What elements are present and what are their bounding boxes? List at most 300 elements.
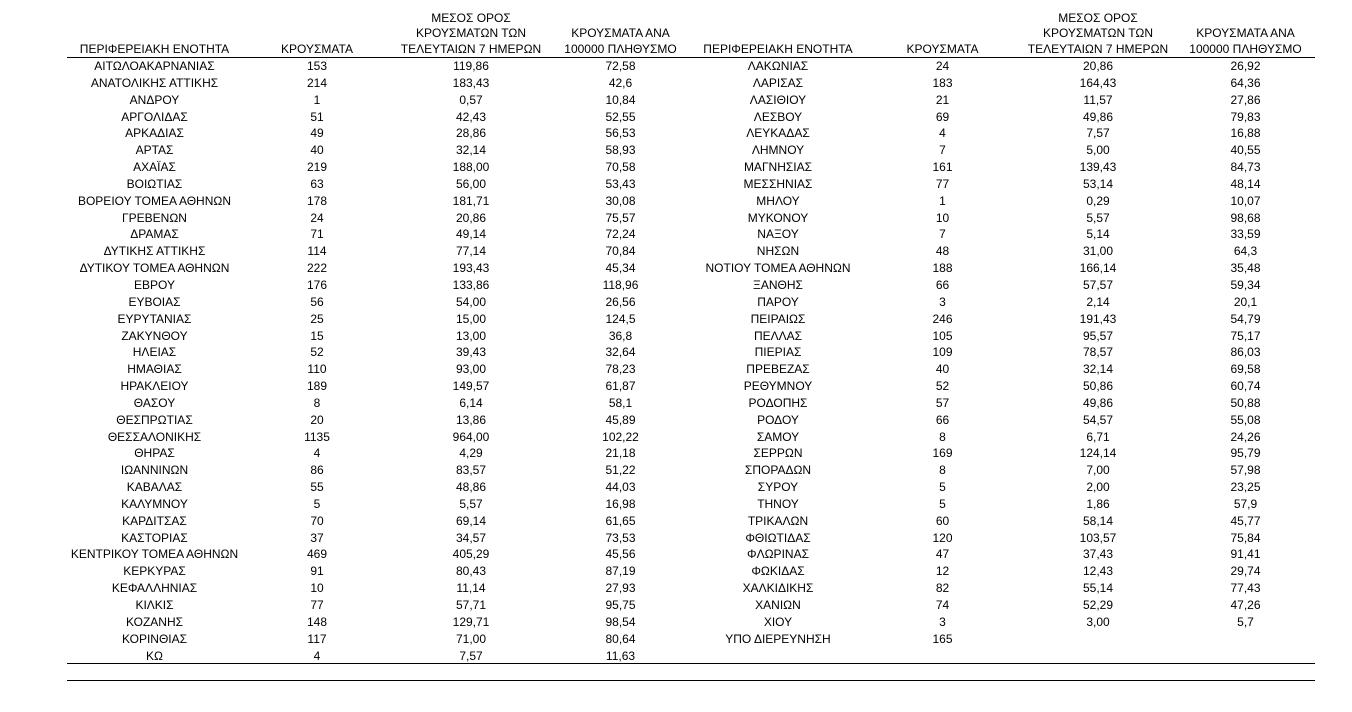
cell-avg7: 54,00 — [455, 294, 487, 309]
cell-cases: 7 — [939, 227, 946, 242]
cell-avg7: 11,57 — [1083, 92, 1113, 107]
cell-avg7: 3,00 — [1086, 614, 1110, 629]
table-row — [67, 344, 691, 361]
cell-cases: 8 — [939, 463, 946, 478]
cell-region: ΠΡΕΒΕΖΑΣ — [746, 362, 810, 377]
cell-per100k: 23,25 — [1230, 480, 1261, 495]
table-row — [67, 142, 691, 159]
table-row — [67, 294, 691, 311]
cell-region: ΛΑΚΩΝΙΑΣ — [747, 59, 809, 73]
cell-avg7: 149,57 — [452, 379, 490, 394]
cell-per100k: 98,68 — [1230, 210, 1261, 225]
table-row — [691, 479, 1315, 496]
cell-avg7: 7,00 — [1086, 463, 1110, 478]
cell-region: ΗΡΑΚΛΕΙΟΥ — [120, 379, 189, 394]
cell-avg7: 13,86 — [455, 412, 487, 427]
cell-per100k: 73,53 — [605, 530, 636, 545]
cell-cases: 56 — [310, 294, 324, 309]
cell-region: ΛΑΡΙΣΑΣ — [752, 75, 804, 90]
table-row — [691, 311, 1315, 328]
table-row — [67, 75, 691, 92]
cell-per100k: 64,36 — [1230, 75, 1261, 90]
cell-cases: 148 — [306, 614, 328, 629]
cell-per100k: 44,03 — [605, 480, 636, 495]
cell-region: ΚΟΡΙΝΘΙΑΣ — [121, 631, 188, 646]
cell-cases: 40 — [310, 143, 324, 158]
cell-region: ΑΧΑΪΑΣ — [133, 160, 176, 175]
cell-per100k: 16,98 — [605, 496, 636, 511]
cell-per100k: 75,84 — [1230, 530, 1261, 545]
table-row — [67, 563, 691, 580]
left-table-body — [67, 58, 691, 664]
cell-avg7: 191,43 — [1079, 311, 1117, 326]
cell-per100k: 26,56 — [605, 294, 636, 309]
cell-avg7: 31,00 — [1082, 244, 1114, 259]
cell-region: ΣΥΡΟΥ — [757, 480, 799, 495]
table-row — [691, 260, 1315, 277]
cell-avg7: 50,86 — [1082, 379, 1114, 394]
table-row — [691, 58, 1315, 75]
cell-region: ΣΑΜΟΥ — [756, 429, 800, 444]
cell-region: ΠΕΙΡΑΙΩΣ — [750, 311, 806, 326]
cell-avg7: 48,86 — [455, 480, 487, 495]
cell-region: ΜΗΛΟΥ — [756, 193, 800, 208]
cell-region: ΣΕΡΡΩΝ — [753, 446, 803, 461]
table-row — [67, 277, 691, 294]
cell-avg7: 57,71 — [455, 598, 487, 612]
cell-avg7: 83,57 — [455, 463, 487, 478]
table-row — [691, 277, 1315, 294]
cell-cases: 114 — [307, 244, 327, 259]
header-per100k: ΚΡΟΥΣΜΑΤΑ ΑΝΑ 100000 ΠΛΗΘΥΣΜΟ — [1189, 26, 1302, 56]
table-row — [67, 193, 691, 210]
table-row — [67, 125, 691, 142]
table-row — [691, 631, 1315, 648]
cell-per100k: 58,1 — [608, 395, 633, 410]
cell-cases: 153 — [306, 59, 328, 73]
header-per100k: ΚΡΟΥΣΜΑΤΑ ΑΝΑ 100000 ΠΛΗΘΥΣΜΟ — [564, 26, 677, 56]
cell-region: ΚΑΛΥΜΝΟΥ — [121, 496, 188, 511]
cell-region: ΔΥΤΙΚΗΣ ΑΤΤΙΚΗΣ — [103, 244, 206, 259]
cell-region: ΖΑΚΥΝΘΟΥ — [121, 328, 188, 343]
cell-per100k: 40,55 — [1230, 143, 1261, 158]
table-row — [67, 580, 691, 597]
cell-cases: 52 — [935, 379, 950, 394]
cell-region: ΑΙΤΩΛΟΑΚΑΡΝΑΝΙΑΣ — [94, 59, 215, 73]
cell-avg7: 58,14 — [1082, 513, 1114, 528]
cell-region: ΙΩΑΝΝΙΝΩΝ — [120, 463, 189, 478]
cell-region: ΚΟΖΑΝΗΣ — [125, 614, 184, 629]
table-row — [67, 378, 691, 395]
cell-per100k: 64,3 — [1233, 244, 1258, 259]
cell-per100k: 60,74 — [1230, 379, 1261, 394]
cell-region: ΚΙΛΚΙΣ — [135, 598, 174, 612]
cell-per100k: 87,19 — [605, 564, 636, 579]
header-avg7: ΜΕΣΟΣ ΟΡΟΣ ΚΡΟΥΣΜΑΤΩΝ ΤΩΝ ΤΕΛΕΥΤΑΙΩΝ 7 ΗΜΕΡΩΝ — [1027, 10, 1169, 56]
table-row — [67, 210, 691, 227]
cell-per100k: 80,64 — [605, 631, 636, 646]
cell-cases: 24 — [935, 59, 950, 73]
cell-per100k: 58,93 — [605, 143, 636, 158]
right-table-body — [691, 58, 1315, 648]
cell-per100k: 78,23 — [605, 362, 636, 377]
table-row — [691, 210, 1315, 227]
cell-avg7: 49,86 — [1082, 109, 1114, 124]
cell-per100k: 79,83 — [1230, 109, 1261, 124]
cell-cases: 49 — [310, 126, 324, 141]
cell-avg7: 78,57 — [1082, 345, 1114, 360]
table-end-rule — [67, 680, 1315, 681]
cell-region: ΥΠΟ ΔΙΕΡΕΥΝΗΣΗ — [725, 631, 831, 646]
cell-avg7: 49,86 — [1082, 395, 1114, 410]
cell-cases: 91 — [310, 564, 324, 579]
header-cases: ΚΡΟΥΣΜΑΤΑ — [906, 41, 979, 56]
cell-per100k: 26,92 — [1230, 59, 1261, 73]
cell-region: ΡΟΔΟΠΗΣ — [748, 395, 808, 410]
cell-avg7: 56,00 — [455, 176, 487, 191]
cell-cases: 5 — [939, 496, 946, 511]
cell-avg7: 129,71 — [452, 614, 490, 629]
cell-cases: 52 — [310, 345, 324, 360]
cell-avg7: 103,57 — [1079, 530, 1117, 545]
cell-per100k: 24,26 — [1230, 429, 1261, 444]
cell-avg7: 124,14 — [1079, 446, 1117, 461]
cell-cases: 4 — [939, 126, 946, 141]
table-row — [67, 395, 691, 412]
cell-cases: 15 — [310, 328, 324, 343]
right-header-row — [691, 8, 1315, 57]
cell-avg7: 133,86 — [452, 277, 490, 292]
table-row — [67, 226, 691, 243]
cell-per100k: 45,56 — [605, 547, 636, 562]
table-row — [691, 597, 1315, 614]
table-row — [67, 429, 691, 446]
header-cases: ΚΡΟΥΣΜΑΤΑ — [281, 41, 353, 56]
cell-cases: 4 — [313, 446, 321, 461]
cell-cases: 66 — [935, 412, 950, 427]
cell-cases: 51 — [310, 109, 324, 124]
cell-region: ΚΕΦΑΛΛΗΝΙΑΣ — [111, 581, 198, 596]
table-row — [691, 226, 1315, 243]
cell-avg7: 93,00 — [455, 362, 487, 377]
cell-per100k — [1176, 631, 1315, 648]
cell-per100k: 91,41 — [1230, 547, 1261, 562]
cell-region: ΧΑΝΙΩΝ — [755, 598, 801, 612]
cell-region: ΚΕΝΤΡΙΚΟΥ ΤΟΜΕΑ ΑΘΗΝΩΝ — [70, 547, 239, 562]
cell-region: ΕΥΒΟΙΑΣ — [128, 294, 181, 309]
table-row — [691, 513, 1315, 530]
cell-per100k: 56,53 — [605, 126, 636, 141]
cell-region: ΚΕΡΚΥΡΑΣ — [123, 564, 186, 579]
cell-cases: 86 — [310, 463, 324, 478]
cell-cases: 1135 — [304, 429, 330, 444]
left-half-table — [67, 8, 691, 664]
table-row — [67, 412, 691, 429]
cell-avg7: 6,71 — [1086, 429, 1110, 444]
cell-cases: 69 — [935, 109, 950, 124]
cell-avg7: 5,14 — [1086, 227, 1110, 242]
cell-avg7: 7,57 — [1086, 126, 1110, 141]
table-row — [691, 109, 1315, 126]
cell-avg7: 5,00 — [1086, 143, 1110, 158]
cell-avg7: 95,57 — [1082, 328, 1114, 343]
table-row — [67, 479, 691, 496]
cell-region: ΞΑΝΘΗΣ — [753, 277, 803, 292]
cell-avg7: 80,43 — [455, 564, 487, 579]
cell-per100k: 61,87 — [605, 379, 636, 394]
cell-avg7: 2,14 — [1086, 294, 1110, 309]
cell-cases: 74 — [935, 598, 950, 612]
cell-avg7: 0,29 — [1086, 193, 1110, 208]
table-row — [691, 546, 1315, 563]
cell-avg7: 20,86 — [1082, 59, 1114, 73]
cell-region: ΑΝΔΡΟΥ — [129, 92, 180, 107]
cell-region: ΝΗΣΩΝ — [756, 244, 800, 259]
cell-per100k: 124,5 — [605, 311, 636, 326]
cell-per100k: 29,74 — [1230, 564, 1261, 579]
cell-avg7: 181,71 — [452, 193, 490, 208]
cell-per100k: 5,7 — [1237, 614, 1254, 629]
table-halves — [67, 8, 1315, 664]
cell-cases: 21 — [935, 92, 950, 107]
cell-region: ΕΥΡΥΤΑΝΙΑΣ — [117, 311, 192, 326]
cell-cases: 3 — [939, 294, 946, 309]
cell-avg7: 77,14 — [455, 244, 487, 259]
covid-regional-cases-table — [67, 8, 1315, 664]
cell-per100k: 47,26 — [1230, 598, 1261, 612]
cell-region: ΓΡΕΒΕΝΩΝ — [122, 210, 187, 225]
cell-avg7: 0,57 — [459, 92, 483, 107]
table-row — [67, 361, 691, 378]
cell-per100k: 102,22 — [602, 429, 639, 444]
cell-per100k: 32,64 — [605, 345, 636, 360]
cell-region: ΛΗΜΝΟΥ — [751, 143, 805, 158]
cell-region: ΠΕΛΛΑΣ — [753, 328, 803, 343]
table-row — [67, 597, 691, 614]
cell-per100k: 75,57 — [605, 210, 636, 225]
cell-cases: 165 — [932, 631, 953, 646]
cell-cases: 219 — [306, 160, 328, 175]
cell-region: ΤΗΝΟΥ — [757, 496, 799, 511]
cell-per100k: 98,54 — [605, 614, 636, 629]
table-row — [691, 142, 1315, 159]
cell-cases: 4 — [313, 648, 321, 663]
table-row — [67, 159, 691, 176]
table-row — [691, 328, 1315, 345]
cell-region: ΠΑΡΟΥ — [757, 294, 799, 309]
cell-region: ΒΟΙΩΤΙΑΣ — [126, 176, 183, 191]
cell-cases: 71 — [310, 227, 324, 242]
cell-region: ΛΑΣΙΘΙΟΥ — [749, 92, 807, 107]
cell-avg7: 188,00 — [452, 160, 490, 175]
table-row — [691, 496, 1315, 513]
table-row — [691, 614, 1315, 631]
cell-avg7: 964,00 — [452, 429, 490, 444]
cell-cases: 55 — [310, 480, 324, 495]
cell-cases: 7 — [939, 143, 946, 158]
table-row — [67, 614, 691, 631]
cell-region: ΤΡΙΚΑΛΩΝ — [747, 513, 809, 528]
cell-avg7: 49,14 — [455, 227, 487, 242]
cell-region: ΝΑΞΟΥ — [757, 227, 799, 242]
cell-avg7: 139,43 — [1079, 160, 1117, 175]
table-row — [691, 462, 1315, 479]
cell-cases: 37 — [310, 530, 324, 545]
cell-cases: 169 — [932, 446, 953, 461]
cell-avg7: 183,43 — [452, 75, 490, 90]
cell-region: ΑΝΑΤΟΛΙΚΗΣ ΑΤΤΙΚΗΣ — [90, 75, 219, 90]
cell-per100k: 70,84 — [605, 244, 636, 259]
cell-per100k: 30,08 — [605, 193, 636, 208]
cell-per100k: 10,84 — [605, 92, 636, 107]
table-row — [691, 580, 1315, 597]
cell-per100k: 53,43 — [605, 176, 636, 191]
cell-avg7: 5,57 — [459, 496, 483, 511]
table-row — [691, 361, 1315, 378]
left-header-row — [67, 8, 691, 57]
table-row — [67, 260, 691, 277]
table-row — [67, 546, 691, 563]
cell-per100k: 95,79 — [1230, 446, 1261, 461]
cell-region: ΧΑΛΚΙΔΙΚΗΣ — [742, 581, 814, 596]
cell-avg7: 52,29 — [1082, 598, 1114, 612]
cell-per100k: 27,93 — [605, 581, 636, 596]
cell-region: ΝΟΤΙΟΥ ΤΟΜΕΑ ΑΘΗΝΩΝ — [705, 261, 851, 276]
cell-per100k: 48,14 — [1230, 176, 1261, 191]
cell-per100k: 69,58 — [1230, 362, 1261, 377]
cell-avg7: 5,57 — [1086, 210, 1110, 225]
cell-per100k: 50,88 — [1230, 395, 1261, 410]
cell-cases: 8 — [313, 395, 321, 410]
cell-avg7: 57,57 — [1082, 277, 1114, 292]
cell-avg7 — [1020, 631, 1176, 648]
table-row — [691, 378, 1315, 395]
table-row — [691, 530, 1315, 547]
cell-cases: 70 — [310, 513, 324, 528]
cell-region: ΘΑΣΟΥ — [133, 395, 176, 410]
cell-region: ΛΕΣΒΟΥ — [753, 109, 803, 124]
table-row — [67, 496, 691, 513]
table-row — [691, 445, 1315, 462]
header-region: ΠΕΡΙΦΕΡΕΙΑΚΗ ΕΝΟΤΗΤΑ — [79, 41, 230, 56]
cell-cases: 20 — [310, 412, 324, 427]
cell-avg7: 15,00 — [455, 311, 487, 326]
cell-cases: 8 — [939, 429, 946, 444]
cell-avg7: 32,14 — [455, 143, 487, 158]
table-row — [67, 445, 691, 462]
cell-region: ΛΕΥΚΑΔΑΣ — [746, 126, 810, 141]
cell-cases: 12 — [935, 564, 950, 579]
cell-cases: 66 — [935, 277, 950, 292]
cell-cases: 25 — [310, 311, 324, 326]
cell-per100k: 61,65 — [605, 513, 636, 528]
cell-cases: 188 — [932, 261, 953, 276]
cell-region: ΘΕΣΣΑΛΟΝΙΚΗΣ — [107, 429, 202, 444]
header-region: ΠΕΡΙΦΕΡΕΙΑΚΗ ΕΝΟΤΗΤΑ — [703, 41, 853, 56]
cell-cases: 176 — [306, 277, 328, 292]
cell-region: ΜΑΓΝΗΣΙΑΣ — [743, 160, 813, 175]
cell-avg7: 71,00 — [455, 631, 487, 646]
table-row — [691, 159, 1315, 176]
cell-region: ΗΛΕΙΑΣ — [132, 345, 177, 360]
table-row — [691, 193, 1315, 210]
cell-cases: 178 — [306, 193, 328, 208]
cell-avg7: 166,14 — [1079, 261, 1117, 276]
cell-per100k: 72,24 — [605, 227, 636, 242]
cell-per100k: 33,59 — [1230, 227, 1261, 242]
cell-region: ΣΠΟΡΑΔΩΝ — [744, 463, 812, 478]
cell-cases: 214 — [306, 75, 328, 90]
cell-avg7: 2,00 — [1086, 480, 1110, 495]
cell-avg7: 20,86 — [455, 210, 487, 225]
header-avg7: ΜΕΣΟΣ ΟΡΟΣ ΚΡΟΥΣΜΑΤΩΝ ΤΩΝ ΤΕΛΕΥΤΑΙΩΝ 7 ΗΜΕΡΩΝ — [400, 10, 542, 56]
cell-avg7: 53,14 — [1082, 176, 1114, 191]
cell-per100k: 16,88 — [1230, 126, 1261, 141]
cell-region: ΘΗΡΑΣ — [134, 446, 175, 461]
table-row — [67, 631, 691, 648]
cell-cases: 40 — [935, 362, 950, 377]
table-row — [67, 243, 691, 260]
table-row — [691, 75, 1315, 92]
cell-region: ΗΜΑΘΙΑΣ — [127, 362, 182, 377]
cell-avg7: 28,86 — [455, 126, 487, 141]
cell-cases: 10 — [935, 210, 950, 225]
cell-avg7: 13,00 — [455, 328, 487, 343]
cell-region: ΜΕΣΣΗΝΙΑΣ — [743, 176, 813, 191]
cell-per100k: 36,8 — [608, 328, 633, 343]
cell-avg7: 119,86 — [453, 59, 489, 73]
cell-region: ΚΑΣΤΟΡΙΑΣ — [121, 530, 188, 545]
cell-avg7: 164,43 — [1079, 75, 1117, 90]
cell-per100k: 45,34 — [605, 261, 636, 276]
cell-per100k: 45,89 — [605, 412, 636, 427]
table-row — [67, 109, 691, 126]
cell-cases: 222 — [306, 261, 328, 276]
cell-avg7: 32,14 — [1082, 362, 1114, 377]
table-row — [67, 92, 691, 109]
table-row — [691, 344, 1315, 361]
table-row — [67, 328, 691, 345]
cell-cases: 189 — [306, 379, 328, 394]
cell-per100k: 77,43 — [1230, 581, 1261, 596]
cell-cases: 5 — [939, 480, 946, 495]
cell-cases: 110 — [307, 362, 327, 377]
cell-cases: 60 — [935, 513, 950, 528]
cell-region: ΔΡΑΜΑΣ — [130, 227, 179, 242]
table-row — [67, 530, 691, 547]
cell-avg7: 405,29 — [452, 547, 490, 562]
right-half-table — [691, 8, 1315, 664]
cell-per100k: 51,22 — [605, 463, 636, 478]
cell-region: ΔΥΤΙΚΟΥ ΤΟΜΕΑ ΑΘΗΝΩΝ — [79, 261, 230, 276]
cell-avg7: 12,43 — [1082, 564, 1114, 579]
table-row — [67, 176, 691, 193]
cell-cases: 1 — [313, 92, 321, 107]
cell-avg7: 34,57 — [455, 530, 487, 545]
cell-region: ΦΛΩΡΙΝΑΣ — [747, 547, 809, 562]
cell-cases: 469 — [306, 547, 328, 562]
cell-cases: 82 — [935, 581, 950, 596]
cell-region: ΘΕΣΠΡΩΤΙΑΣ — [116, 412, 193, 427]
cell-region: ΑΡΓΟΛΙΔΑΣ — [121, 109, 188, 124]
cell-region: ΧΙΟΥ — [763, 614, 793, 629]
cell-per100k: 45,77 — [1230, 513, 1261, 528]
cell-avg7: 37,43 — [1082, 547, 1114, 562]
table-row — [691, 243, 1315, 260]
cell-region: ΚΑΡΔΙΤΣΑΣ — [122, 513, 187, 528]
table-bottom-rule — [67, 663, 1315, 664]
cell-region: ΦΘΙΩΤΙΔΑΣ — [745, 530, 811, 545]
